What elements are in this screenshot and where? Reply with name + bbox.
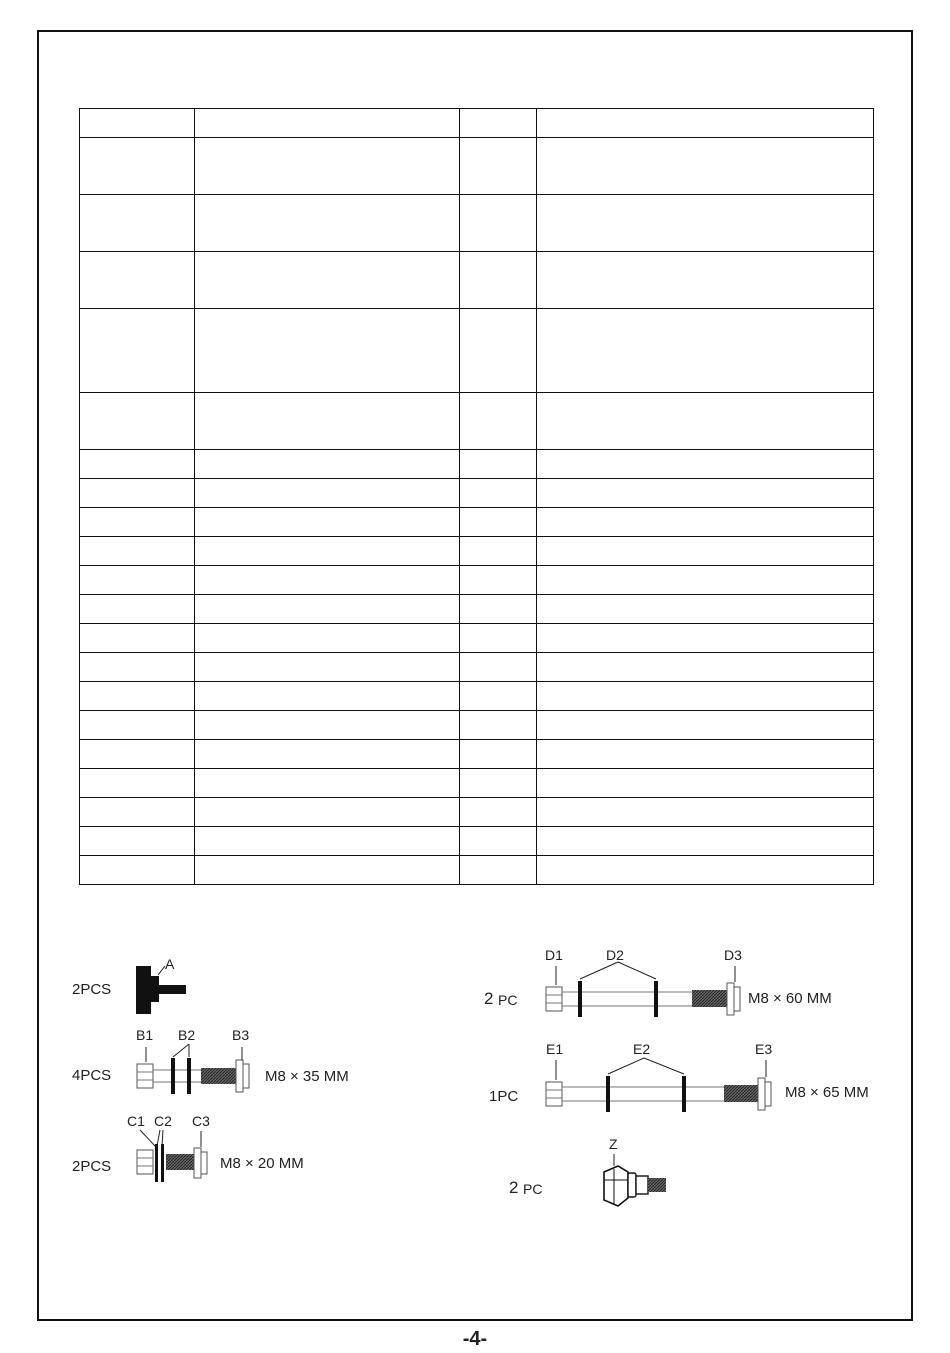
part-d2-tag: D2	[606, 947, 624, 963]
part-d-qty-number: 2	[484, 989, 494, 1008]
part-a-tag: A	[165, 956, 175, 972]
bolt-d-drawing	[546, 962, 740, 1017]
page-number: -4-	[462, 1328, 488, 1350]
part-c1-tag: C1	[127, 1113, 145, 1129]
part-b3-tag: B3	[232, 1027, 250, 1043]
part-z-tag: Z	[609, 1136, 618, 1152]
part-a-drawing	[136, 966, 186, 1014]
part-e3-tag: E3	[755, 1041, 773, 1057]
bolt-z-drawing	[604, 1154, 666, 1206]
part-e-qty: 1PC	[489, 1088, 519, 1105]
bolt-b-drawing	[137, 1044, 249, 1094]
part-d1-tag: D1	[545, 947, 563, 963]
part-z-qty-unit: PC	[523, 1181, 543, 1197]
part-b-size: M8 × 35 MM	[265, 1068, 349, 1085]
part-b2-tag: B2	[178, 1027, 196, 1043]
bolt-e-drawing	[546, 1058, 771, 1112]
part-b-qty: 4PCS	[72, 1067, 112, 1084]
part-c-size: M8 × 20 MM	[220, 1155, 304, 1172]
part-e2-tag: E2	[633, 1041, 651, 1057]
part-c-qty: 2PCS	[72, 1158, 112, 1175]
part-e1-tag: E1	[546, 1041, 564, 1057]
part-z-qty-number: 2	[509, 1178, 519, 1197]
part-a-qty: 2PCS	[72, 981, 112, 998]
part-e-size: M8 × 65 MM	[785, 1084, 869, 1101]
part-c2-tag: C2	[154, 1113, 172, 1129]
part-d3-tag: D3	[724, 947, 742, 963]
part-d-size: M8 × 60 MM	[748, 990, 832, 1007]
part-b1-tag: B1	[136, 1027, 154, 1043]
part-d-qty-unit: PC	[498, 992, 518, 1008]
part-c3-tag: C3	[192, 1113, 210, 1129]
bolt-c-drawing	[137, 1130, 207, 1182]
